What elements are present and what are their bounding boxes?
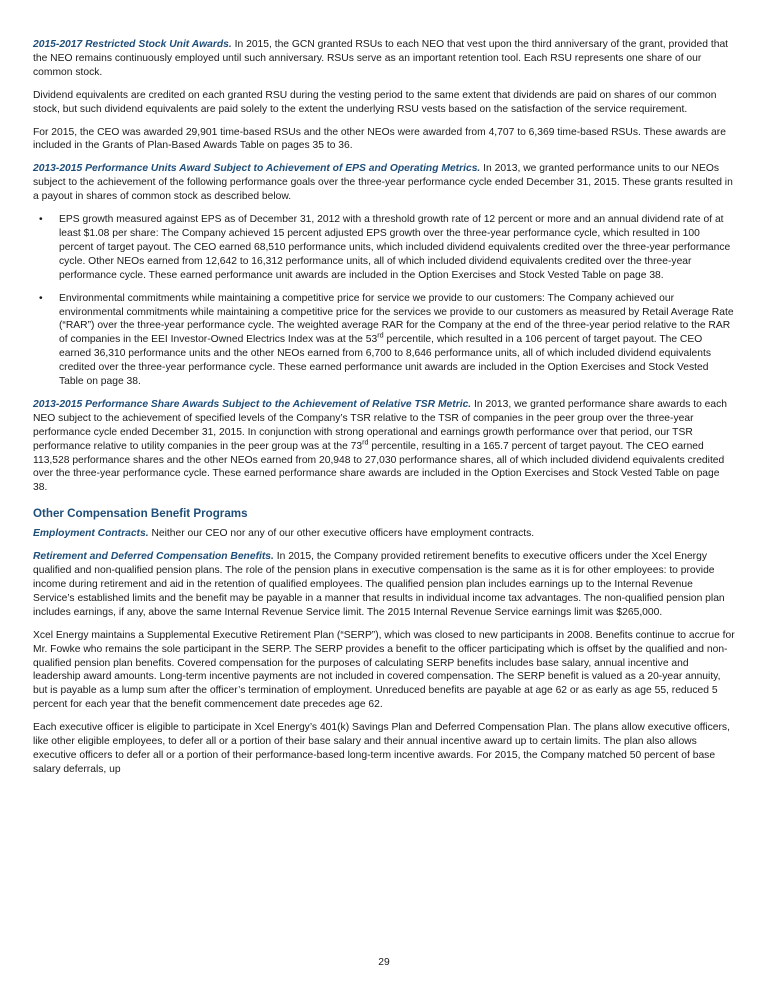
paragraph-body: In 2015, the GCN granted RSUs to each NEO that vest upon the third anniversary of the grant, provided that the NEO remains continuously employed until such anniversary. RSUs serve as an important retention tool. Each RSU represents one share of our common stock. <box>33 39 729 78</box>
list-item <box>33 213 735 283</box>
paragraph-lead: 2015-2017 Restricted Stock Unit Awards. <box>33 39 232 50</box>
paragraph-lead: 2013-2015 Performance Units Award Subject to Achievement of EPS and Operating Metrics. <box>33 163 481 175</box>
paragraph-lead: 2013-2015 Performance Share Awards Subject to the Achievement of Relative TSR Metric. <box>33 398 472 410</box>
paragraph-rsu-awards <box>33 38 735 80</box>
paragraph-body: Each executive officer is eligible to participate in Xcel Energy’s 401(k) Savings Plan and Deferred Compensation Plan. The plans allow executive officers, like other eligible employees, to defer all or a portion of their base salary and their annual incentive award up to certain limits. The plan also allows executive officers to defer all or a portion of their performance-based long-term incentive awards. For 2015, the Company matched 50 percent of base salary deferrals, up <box>33 722 730 775</box>
paragraph-serp <box>33 629 735 712</box>
paragraph-lead: Employment Contracts. <box>33 528 149 540</box>
paragraph-tsr-awards <box>33 398 735 495</box>
bullet-icon: • <box>39 292 43 304</box>
paragraph-body: Dividend equivalents are credited on each granted RSU during the vesting period to the same extent that dividends are paid on shares of our common stock, but such dividend equivalents are paid solely to the extent the underlying RSU vests based on the satisfaction of the service requirement. <box>33 89 717 115</box>
paragraph-lead: Retirement and Deferred Compensation Benefits. <box>33 551 274 563</box>
paragraph-401k-deferred-comp <box>33 721 735 777</box>
ordinal-suffix: rd <box>377 330 384 340</box>
performance-goals-list <box>33 213 735 389</box>
list-item-text: EPS growth measured against EPS as of December 31, 2012 with a threshold growth rate of 12 percent or more and an annual dividend rate of at least $1.08 per share: The Company achieved 15 percent adjusted EPS growth over the three-year performance cycle, which resulted in 100 percent of target payout. The CEO earned 68,510 performance units, which included dividend equivalents credited over the three-year performance cycle. Other NEOs earned from 12,642 to 16,312 performance units, all of which included dividend equivalents credited over the three-year performance cycle. These earned performance unit awards are included in the Option Exercises and Stock Vested Table on page 38. <box>59 214 731 281</box>
paragraph-body: Xcel Energy maintains a Supplemental Executive Retirement Plan (“SERP”), which was closed to new participants in 2008. Benefits continue to accrue for Mr. Fowke who remains the sole participant in the SERP. The SERP provides a benefit to the officer participating which is offset by the qualified and non-qualified pension plan benefits. Covered compensation for the purposes of calculating SERP benefits includes base salary, annual incentive and leadership award amounts. Long-term incentive payments are not included in covered compensation. The SERP benefit is valued as a 20-year annuity, but is payable as a lump sum after the officer’s termination of employment. Unreduced benefits are payable at age 62 or as early as age 55, reduced 5 percent for each year that the benefit commencement date precedes age 62. <box>33 629 735 711</box>
paragraph-dividend-equivalents <box>33 89 735 117</box>
paragraph-body: In 2015, the Company provided retirement benefits to executive officers under the Xcel Energy qualified and non-qualified pension plans. The role of the pension plans in executive compensation is the same as it is for other employees: to provide income during retirement and aid in the retention of qualified employees. The qualified pension plan includes earnings up to the Internal Revenue Service’s established limits and the benefit may be payable in a manner that results in individual income tax advantages. The non-qualified pension plan includes earnings, if any, above the same Internal Revenue Service limit. The 2015 Internal Revenue Service earnings limit was $265,000. <box>33 551 725 618</box>
paragraph-body: In 2013, we granted performance units to our NEOs subject to the achievement of the following performance goals over the three-year performance cycle ended December 31, 2015. These grants resulted in a payout in shares of common stock as described below. <box>33 163 733 203</box>
paragraph-body: Neither our CEO nor any of our other executive officers have employment contracts. <box>148 528 535 540</box>
ordinal-suffix: rd <box>362 437 369 447</box>
paragraph-retirement-benefits <box>33 550 735 620</box>
bullet-icon: • <box>39 214 43 226</box>
section-heading-other-compensation: Other Compensation Benefit Programs <box>33 507 248 521</box>
paragraph-body-part1: In 2013, we granted performance share awards to each NEO subject to the achievement of specified levels of the Company’s TSR relative to the TSR of companies in the peer group over the three-year performance cycle ended December 31, 2015. In conjunction with strong operational and earnings growth performance over that period, our TSR performance relative to utility companies in the peer group was at the 73 <box>33 398 728 452</box>
list-item-text-part1: Environmental commitments while maintaining a competitive price for service we provide to our customers: The Company achieved our environmental commitments while maintaining a competitive price for the services we provide to our customers as measured by Retail Average Rate (“RAR”) over the three-year performance cycle. The weighted average RAR for the Company at the end of the three-year period relative to the RAR of companies in the EEI Investor-Owned Electrics Index was at the 53 <box>59 292 734 346</box>
paragraph-performance-units-award <box>33 162 735 204</box>
paragraph-2015-ceo-rsus <box>33 126 735 154</box>
list-item-text-part2: percentile, which resulted in a 106 percent of target payout. The CEO earned 36,310 performance units and the other NEOs earned from 6,700 to 8,646 performance units, all of which included dividend equivalents credited over the three-year performance cycle. These earned performance unit awards are included in the Option Exercises and Stock Vested Table on page 38. <box>59 334 711 388</box>
page-number: 29 <box>378 957 390 968</box>
paragraph-employment-contracts <box>33 527 735 541</box>
paragraph-body: For 2015, the CEO was awarded 29,901 time-based RSUs and the other NEOs were awarded from 4,707 to 6,369 time-based RSUs. These awards are included in the Grants of Plan-Based Awards Table on pages 35 to 36. <box>33 126 726 152</box>
paragraph-body-part2: percentile, resulting in a 165.7 percent of target payout. The CEO earned 113,528 performance shares and the other NEOs earned from 20,948 to 27,030 performance shares, all of which included dividend equivalents credited over the three-year performance cycle. These earned performance share awards are included in the Option Exercises and Stock Vested Table on page 38. <box>33 440 725 494</box>
list-item <box>33 292 735 389</box>
